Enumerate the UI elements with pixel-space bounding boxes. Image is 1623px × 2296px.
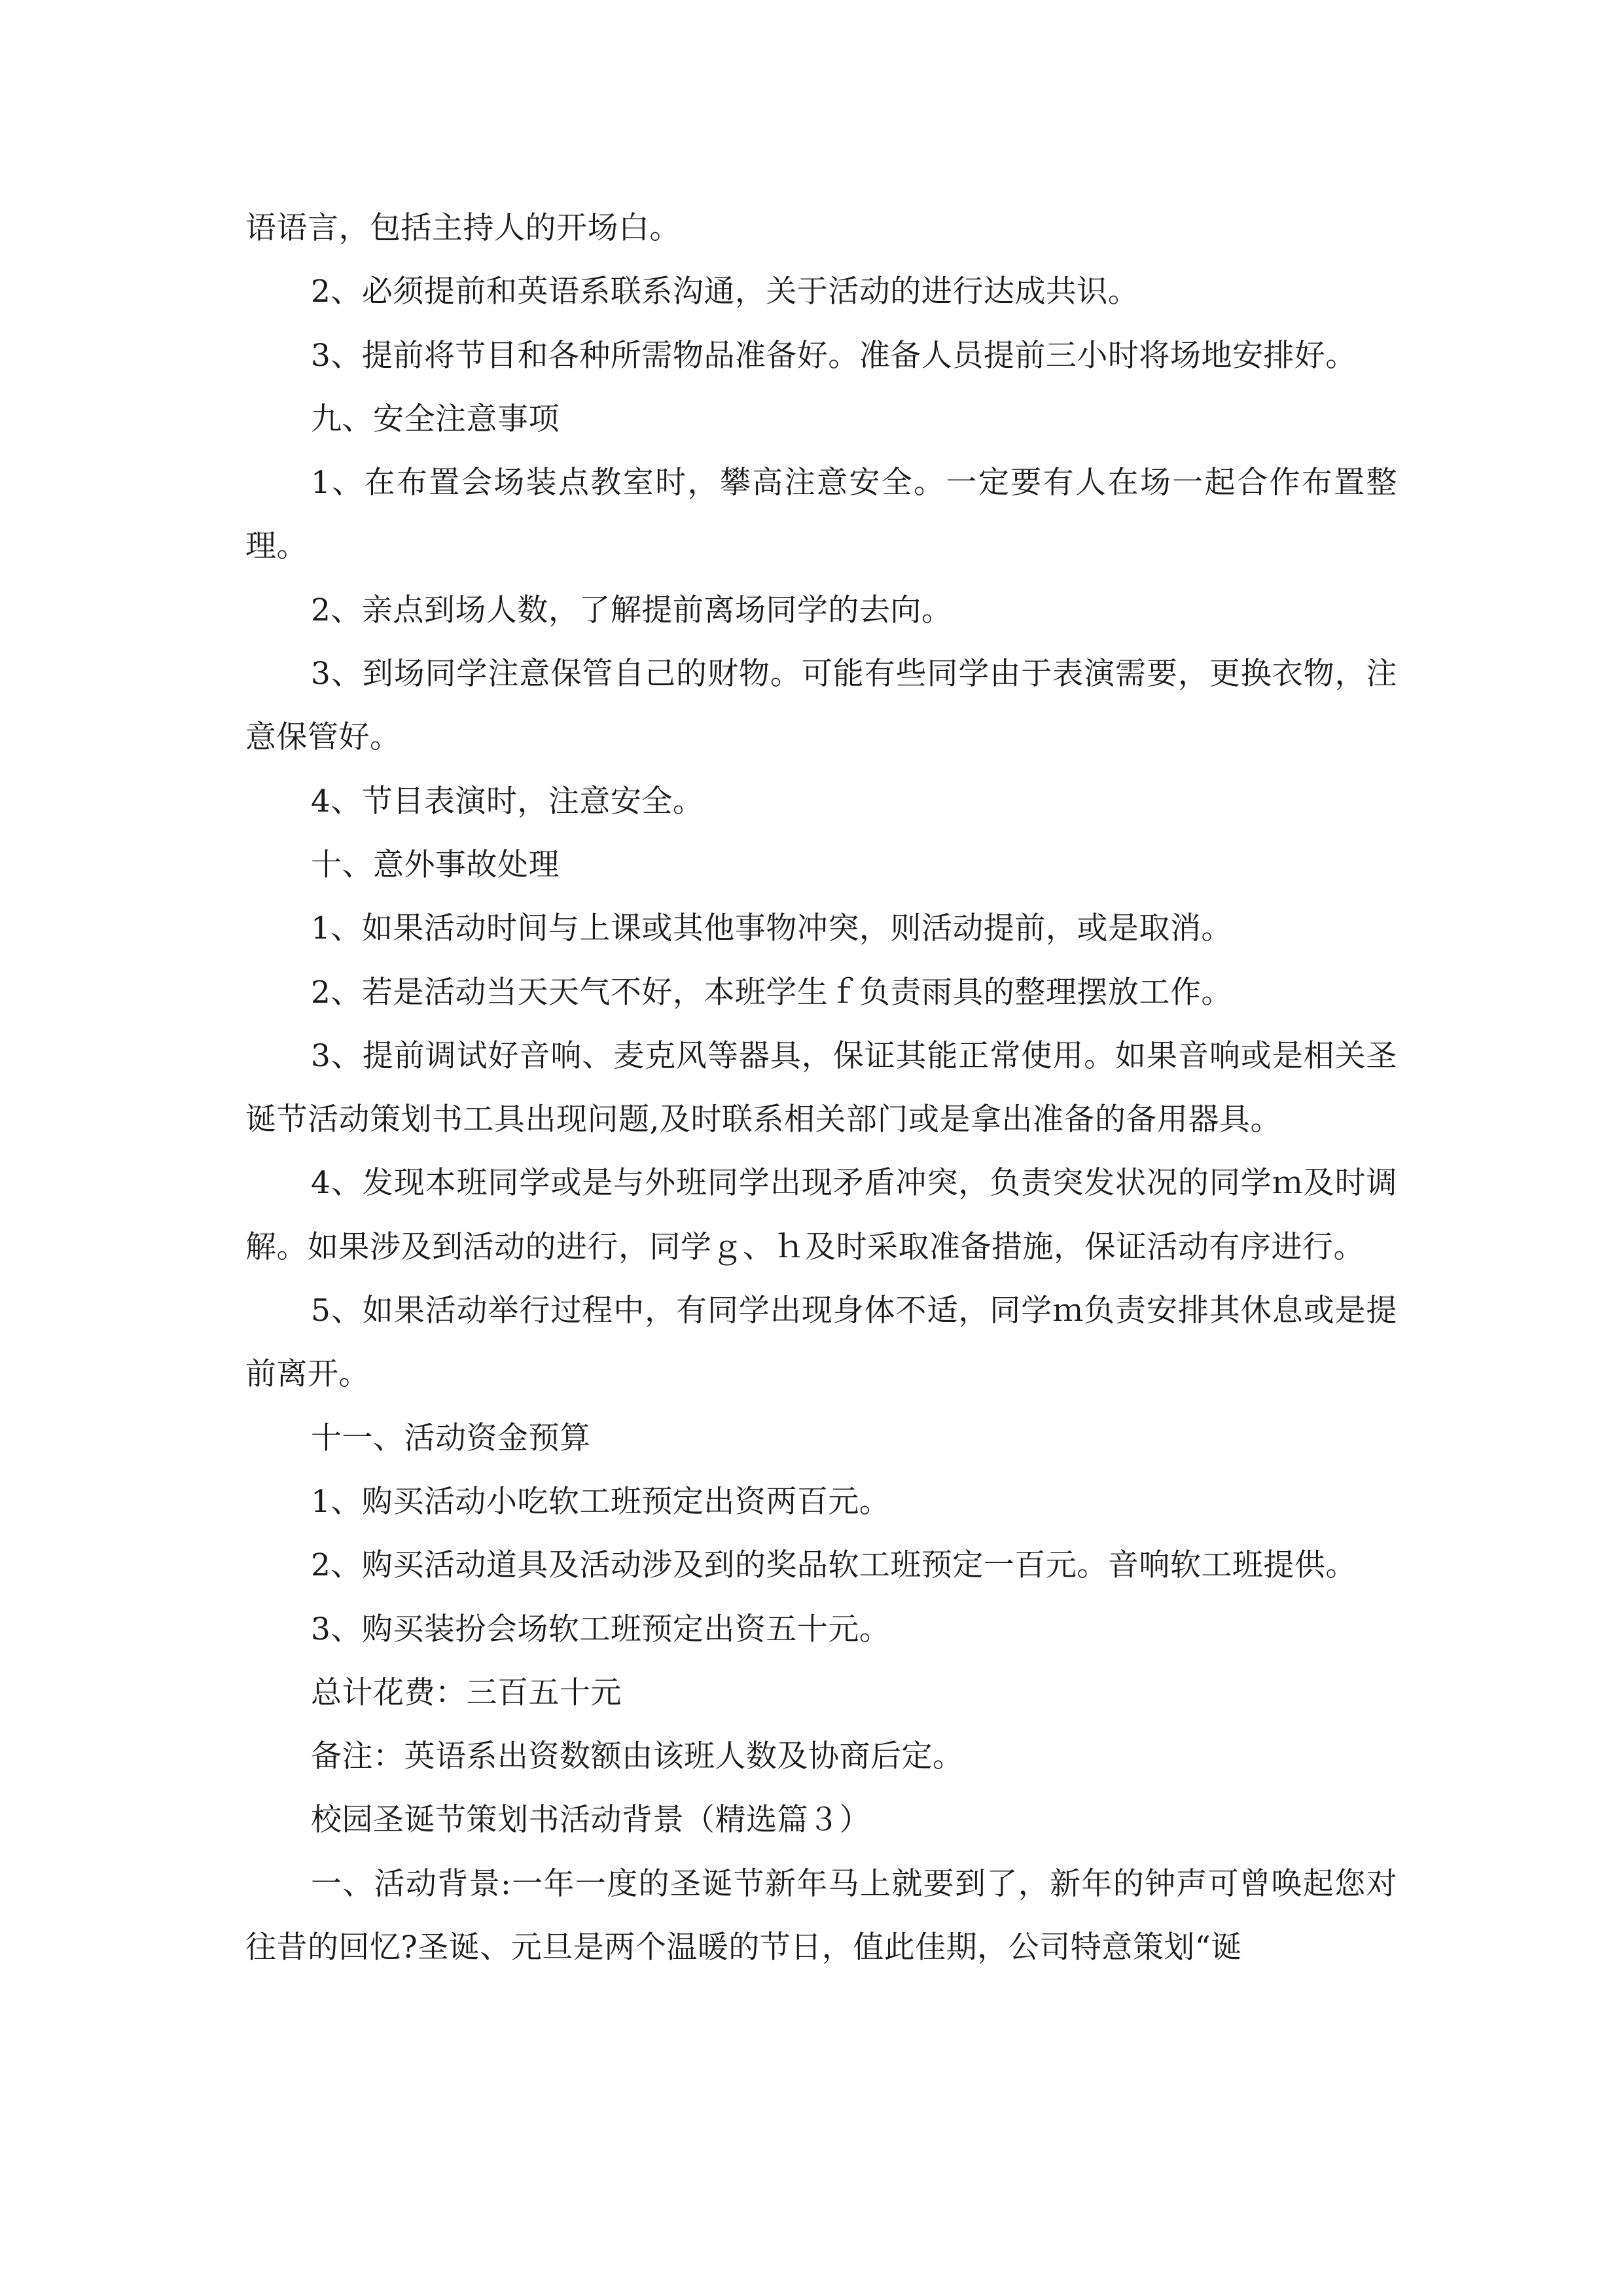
section-heading: 九、安全注意事项 [311,401,560,437]
paragraph: 3、提前调试好音响、麦克风等器具，保证其能正常使用。如果音响或是相关圣诞节活动策划书工具出现问题,及时联系相关部门或是拿出准备的备用器具。 [245,1037,1397,1138]
paragraph: 1、购买活动小吃软工班预定出资两百元。 [311,1483,891,1520]
paragraph: 一、活动背景:一年一度的圣诞节新年马上就要到了，新年的钟声可曾唤起您对往昔的回忆?圣诞、元旦是两个温暖的节日，值此佳期，公司特意策划“诞 [245,1865,1397,1966]
document-body [245,196,1397,1979]
paragraph: 3、购买装扮会场软工班预定出资五十元。 [311,1611,891,1647]
paragraph: 1、如果活动时间与上课或其他事物冲突，则活动提前，或是取消。 [311,910,1232,947]
article-title: 校园圣诞节策划书活动背景（精选篇３） [311,1802,870,1839]
total-cost-line: 总计花费：三百五十元 [311,1674,622,1711]
paragraph: 2、购买活动道具及活动涉及到的奖品软工班预定一百元。音响软工班提供。 [311,1547,1357,1584]
paragraph: 1、在布置会场装点教室时，攀高注意安全。一定要有人在场一起合作布置整理。 [245,465,1397,565]
paragraph: 4、发现本班同学或是与外班同学出现矛盾冲突，负责突发状况的同学ｍ及时调解。如果涉及到活动的进行，同学ｇ、ｈ及时采取准备措施，保证活动有序进行。 [245,1165,1397,1265]
paragraph: 3、到场同学注意保管自己的财物。可能有些同学由于表演需要，更换衣物，注意保管好。 [245,656,1397,756]
note-line: 备注：英语系出资数额由该班人数及协商后定。 [311,1738,964,1775]
paragraph: 4、节目表演时，注意安全。 [311,783,704,819]
paragraph: 语语言，包括主持人的开场白。 [245,210,681,246]
paragraph: 2、亲点到场人数，了解提前离场同学的去向。 [311,592,953,628]
paragraph: 5、如果活动举行过程中，有同学出现身体不适，同学ｍ负责安排其休息或是提前离开。 [245,1293,1397,1393]
section-heading: 十一、活动资金预算 [311,1420,591,1456]
paragraph: 3、提前将节目和各种所需物品准备好。准备人员提前三小时将场地安排好。 [311,337,1357,374]
paragraph: 2、必须提前和英语系联系沟通，关于活动的进行达成共识。 [311,274,1139,310]
paragraph: 2、若是活动当天天气不好，本班学生ｆ负责雨具的整理摆放工作。 [311,974,1232,1011]
section-heading: 十、意外事故处理 [311,846,560,883]
